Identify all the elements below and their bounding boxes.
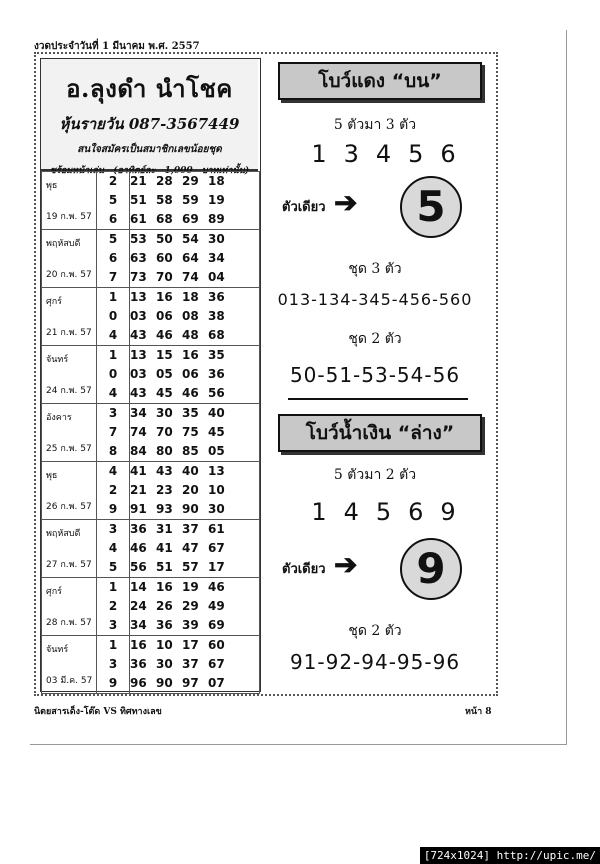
- promo-box: [41, 59, 258, 176]
- numbers-cell: [130, 172, 260, 230]
- number-line: [130, 326, 259, 345]
- issue-date-header: งวดประจำวันที่ 1 มีนาคม พ.ศ. 2557: [34, 41, 200, 52]
- footer-page-number: หน้า 8: [465, 707, 492, 717]
- number-value: 03: [130, 367, 147, 381]
- lead-digits-cell: [97, 230, 130, 288]
- number-line: [130, 346, 259, 365]
- number-value: 21: [130, 483, 147, 497]
- number-value: 51: [130, 193, 147, 207]
- number-value: 60: [208, 638, 225, 652]
- lead-digits-cell: [97, 404, 130, 462]
- table-row: [42, 346, 260, 404]
- number-value: 85: [182, 444, 199, 458]
- number-value: 58: [156, 193, 173, 207]
- number-value: 28: [156, 174, 173, 188]
- number-value: 30: [156, 657, 173, 671]
- number-line: [130, 655, 259, 674]
- top-set2-label: ชุด 2 ตัว: [348, 331, 402, 347]
- date-cell: [42, 230, 97, 288]
- arrow-right-icon: ➔: [334, 548, 358, 581]
- lead-digit: 7: [108, 270, 118, 284]
- number-value: 67: [208, 541, 225, 555]
- number-value: 67: [208, 657, 225, 671]
- results-table: [41, 171, 260, 694]
- number-value: 26: [156, 599, 173, 613]
- lead-digit: 3: [108, 657, 118, 671]
- number-value: 21: [130, 174, 147, 188]
- number-value: 18: [182, 290, 199, 304]
- number-line: [130, 442, 259, 461]
- number-value: 19: [208, 193, 225, 207]
- number-value: 06: [156, 309, 173, 323]
- number-value: 91: [130, 502, 147, 516]
- lead-digit: 1: [108, 290, 118, 304]
- number-value: 89: [208, 212, 225, 226]
- promo-name: อ.ลุงดำ นำโชค: [66, 74, 233, 103]
- number-value: 90: [156, 676, 173, 690]
- number-value: 41: [130, 464, 147, 478]
- number-value: 64: [182, 251, 199, 265]
- number-value: 46: [182, 386, 199, 400]
- number-line: [130, 191, 259, 210]
- number-value: 50: [156, 232, 173, 246]
- lead-digit: 4: [108, 328, 118, 342]
- section-divider: [288, 398, 468, 400]
- number-value: 96: [130, 676, 147, 690]
- lead-digit: 4: [108, 464, 118, 478]
- number-value: 45: [208, 425, 225, 439]
- number-value: 46: [130, 541, 147, 555]
- table-row: [42, 520, 260, 578]
- bottom-digits: 14569: [311, 498, 473, 526]
- numbers-cell: [130, 230, 260, 288]
- draw-date: 26 ก.พ. 57: [46, 502, 92, 512]
- number-value: 36: [156, 618, 173, 632]
- number-value: 14: [130, 580, 147, 594]
- day-name: พฤหัสบดี: [46, 239, 81, 249]
- number-line: [130, 636, 259, 655]
- number-value: 17: [208, 560, 225, 574]
- draw-date: 20 ก.พ. 57: [46, 270, 92, 280]
- lead-digits-cell: [97, 520, 130, 578]
- number-value: 24: [130, 599, 147, 613]
- number-value: 19: [182, 580, 199, 594]
- date-cell: [42, 636, 97, 694]
- lead-digit: 8: [108, 444, 118, 458]
- lead-digit: 3: [108, 618, 118, 632]
- phone-label: หุ้นรายวัน: [59, 115, 124, 133]
- date-cell: [42, 346, 97, 404]
- day-name: พุธ: [46, 471, 58, 481]
- arrow-right-icon: ➔: [334, 186, 358, 219]
- number-value: 13: [130, 348, 147, 362]
- number-value: 97: [182, 676, 199, 690]
- lead-digit: 0: [108, 367, 118, 381]
- lead-digit: 1: [108, 638, 118, 652]
- number-value: 17: [182, 638, 199, 652]
- number-value: 43: [130, 328, 147, 342]
- number-value: 35: [208, 348, 225, 362]
- number-value: 40: [182, 464, 199, 478]
- table-row: [42, 578, 260, 636]
- number-value: 80: [156, 444, 173, 458]
- date-cell: [42, 404, 97, 462]
- date-cell: [42, 520, 97, 578]
- number-line: [130, 307, 259, 326]
- numbers-cell: [130, 520, 260, 578]
- number-value: 16: [182, 348, 199, 362]
- lead-digits-cell: [97, 462, 130, 520]
- lead-digit: 5: [108, 232, 118, 246]
- number-value: 16: [156, 580, 173, 594]
- number-value: 34: [208, 251, 225, 265]
- number-value: 05: [208, 444, 225, 458]
- draw-date: 27 ก.พ. 57: [46, 560, 92, 570]
- number-value: 36: [130, 657, 147, 671]
- number-value: 36: [208, 290, 225, 304]
- lead-digit: 9: [108, 676, 118, 690]
- day-name: จันทร์: [46, 645, 69, 655]
- bottom-subtitle: 5 ตัวมา 2 ตัว: [333, 467, 417, 483]
- promo-phone-line: [41, 112, 258, 136]
- number-value: 20: [182, 483, 199, 497]
- bottom-single-label: ตัวเดียว: [282, 562, 326, 577]
- lead-digit: 2: [108, 483, 118, 497]
- number-value: 61: [130, 212, 147, 226]
- lead-digit: 1: [108, 580, 118, 594]
- number-value: 38: [208, 309, 225, 323]
- date-cell: [42, 172, 97, 230]
- number-value: 45: [156, 386, 173, 400]
- top-single-label: ตัวเดียว: [282, 200, 326, 215]
- top-set3-numbers: 013-134-345-456-560: [277, 290, 473, 309]
- number-line: [130, 172, 259, 191]
- number-line: [130, 616, 259, 635]
- number-value: 08: [182, 309, 199, 323]
- number-value: 57: [182, 560, 199, 574]
- number-value: 30: [208, 502, 225, 516]
- number-line: [130, 558, 259, 577]
- numbers-cell: [130, 346, 260, 404]
- number-value: 34: [130, 406, 147, 420]
- number-line: [130, 230, 259, 249]
- number-line: [130, 462, 259, 481]
- number-value: 15: [156, 348, 173, 362]
- number-value: 30: [208, 232, 225, 246]
- lead-digit: 4: [108, 541, 118, 555]
- number-line: [130, 481, 259, 500]
- numbers-cell: [130, 288, 260, 346]
- number-value: 69: [182, 212, 199, 226]
- number-value: 74: [130, 425, 147, 439]
- lead-digits-cell: [97, 578, 130, 636]
- number-value: 37: [182, 657, 199, 671]
- draw-date: 28 ก.พ. 57: [46, 618, 92, 628]
- lead-digit: 1: [108, 348, 118, 362]
- price-text-d: บาทเท่านั้น): [201, 166, 250, 176]
- top-subtitle: 5 ตัวมา 3 ตัว: [333, 117, 417, 133]
- date-cell: [42, 578, 97, 636]
- number-value: 16: [156, 290, 173, 304]
- day-name: จันทร์: [46, 355, 69, 365]
- number-value: 47: [182, 541, 199, 555]
- number-value: 49: [208, 599, 225, 613]
- number-value: 60: [156, 251, 173, 265]
- lead-digit: 0: [108, 309, 118, 323]
- table-row: [42, 172, 260, 230]
- number-line: [130, 520, 259, 539]
- lead-digit: 3: [108, 522, 118, 536]
- number-value: 36: [130, 522, 147, 536]
- day-name: อังคาร: [46, 413, 72, 423]
- number-value: 70: [156, 425, 173, 439]
- number-value: 61: [208, 522, 225, 536]
- number-value: 59: [182, 193, 199, 207]
- number-value: 56: [130, 560, 147, 574]
- number-line: [130, 539, 259, 558]
- number-line: [130, 578, 259, 597]
- number-value: 03: [130, 309, 147, 323]
- price-amount: 1,000: [164, 166, 193, 176]
- number-value: 36: [208, 367, 225, 381]
- number-value: 30: [156, 406, 173, 420]
- number-value: 34: [130, 618, 147, 632]
- number-value: 46: [208, 580, 225, 594]
- number-value: 53: [130, 232, 147, 246]
- promo-subscribe-text: สนใจสมัครเป็นสมาชิกเลขน้อยชุด: [77, 144, 222, 155]
- number-value: 13: [208, 464, 225, 478]
- price-text-a: ชร้อมหน้าเล่น: [49, 166, 105, 176]
- number-value: 39: [182, 618, 199, 632]
- number-value: 10: [156, 638, 173, 652]
- bottom-set2-label: ชุด 2 ตัว: [348, 623, 402, 639]
- lead-digit: 2: [108, 174, 118, 188]
- lead-digit: 6: [108, 212, 118, 226]
- price-text-b: (อาทิตย์ละ: [113, 166, 156, 176]
- number-line: [130, 210, 259, 229]
- lead-digit: 5: [108, 193, 118, 207]
- number-value: 43: [130, 386, 147, 400]
- draw-date: 25 ก.พ. 57: [46, 444, 92, 454]
- number-line: [130, 674, 259, 693]
- table-row: [42, 636, 260, 694]
- day-name: ศุกร์: [46, 587, 62, 597]
- results-panel: [40, 58, 261, 692]
- number-value: 51: [156, 560, 173, 574]
- number-value: 41: [156, 541, 173, 555]
- top-set2-numbers: 50-51-53-54-56: [289, 363, 461, 387]
- number-value: 04: [208, 270, 225, 284]
- number-line: [130, 288, 259, 307]
- number-value: 13: [130, 290, 147, 304]
- date-cell: [42, 288, 97, 346]
- number-value: 84: [130, 444, 147, 458]
- draw-date: 24 ก.พ. 57: [46, 386, 92, 396]
- numbers-cell: [130, 462, 260, 520]
- lead-digits-cell: [97, 346, 130, 404]
- number-value: 35: [182, 406, 199, 420]
- day-name: พุธ: [46, 181, 58, 191]
- watermark: [724x1024] http://upic.me/: [420, 847, 600, 864]
- number-value: 05: [156, 367, 173, 381]
- prediction-panel: [262, 58, 488, 690]
- footer-magazine: นิตยสารเด็ง-โต๊ด VS ทิศทางเลข: [34, 707, 162, 717]
- number-value: 29: [182, 174, 199, 188]
- number-line: [130, 423, 259, 442]
- lead-digits-cell: [97, 636, 130, 694]
- number-line: [130, 500, 259, 519]
- phone-number: 087-3567449: [128, 115, 240, 133]
- number-line: [130, 249, 259, 268]
- draw-date: 19 ก.พ. 57: [46, 212, 92, 222]
- bottom-set2-numbers: 91-92-94-95-96: [289, 650, 461, 674]
- number-value: 23: [156, 483, 173, 497]
- number-line: [130, 404, 259, 423]
- number-value: 18: [208, 174, 225, 188]
- number-line: [130, 365, 259, 384]
- number-value: 06: [182, 367, 199, 381]
- lead-digit: 6: [108, 251, 118, 265]
- number-value: 69: [208, 618, 225, 632]
- numbers-cell: [130, 636, 260, 694]
- top-title-box: โบว์แดง “บน”: [278, 62, 482, 100]
- number-value: 75: [182, 425, 199, 439]
- table-row: [42, 404, 260, 462]
- bottom-single: [282, 538, 482, 602]
- number-value: 70: [156, 270, 173, 284]
- number-value: 43: [156, 464, 173, 478]
- number-line: [130, 268, 259, 287]
- number-value: 56: [208, 386, 225, 400]
- table-row: [42, 462, 260, 520]
- number-value: 73: [130, 270, 147, 284]
- number-value: 31: [156, 522, 173, 536]
- lead-digit: 7: [108, 425, 118, 439]
- number-value: 10: [208, 483, 225, 497]
- number-value: 63: [130, 251, 147, 265]
- top-digits: 13456: [311, 140, 473, 168]
- number-value: 29: [182, 599, 199, 613]
- lead-digits-cell: [97, 288, 130, 346]
- number-value: 48: [182, 328, 199, 342]
- lead-digit: 9: [108, 502, 118, 516]
- top-single: [282, 176, 482, 240]
- day-name: พฤหัสบดี: [46, 529, 81, 539]
- number-line: [130, 384, 259, 403]
- number-value: 54: [182, 232, 199, 246]
- number-line: [130, 597, 259, 616]
- bottom-title-box: โบว์น้ำเงิน “ล่าง”: [278, 414, 482, 452]
- number-value: 07: [208, 676, 225, 690]
- lead-digit: 3: [108, 406, 118, 420]
- lead-digit: 2: [108, 599, 118, 613]
- top-single-circle: 5: [400, 176, 462, 238]
- top-set3-label: ชุด 3 ตัว: [348, 261, 402, 277]
- date-cell: [42, 462, 97, 520]
- number-value: 37: [182, 522, 199, 536]
- number-value: 68: [208, 328, 225, 342]
- lead-digits-cell: [97, 172, 130, 230]
- numbers-cell: [130, 578, 260, 636]
- number-value: 46: [156, 328, 173, 342]
- number-value: 16: [130, 638, 147, 652]
- number-value: 90: [182, 502, 199, 516]
- number-value: 93: [156, 502, 173, 516]
- lead-digit: 4: [108, 386, 118, 400]
- table-row: [42, 288, 260, 346]
- number-value: 68: [156, 212, 173, 226]
- numbers-cell: [130, 404, 260, 462]
- number-value: 40: [208, 406, 225, 420]
- draw-date: 21 ก.พ. 57: [46, 328, 92, 338]
- number-value: 74: [182, 270, 199, 284]
- bottom-single-circle: 9: [400, 538, 462, 600]
- draw-date: 03 มี.ค. 57: [46, 676, 93, 686]
- day-name: ศุกร์: [46, 297, 62, 307]
- lead-digit: 5: [108, 560, 118, 574]
- table-row: [42, 230, 260, 288]
